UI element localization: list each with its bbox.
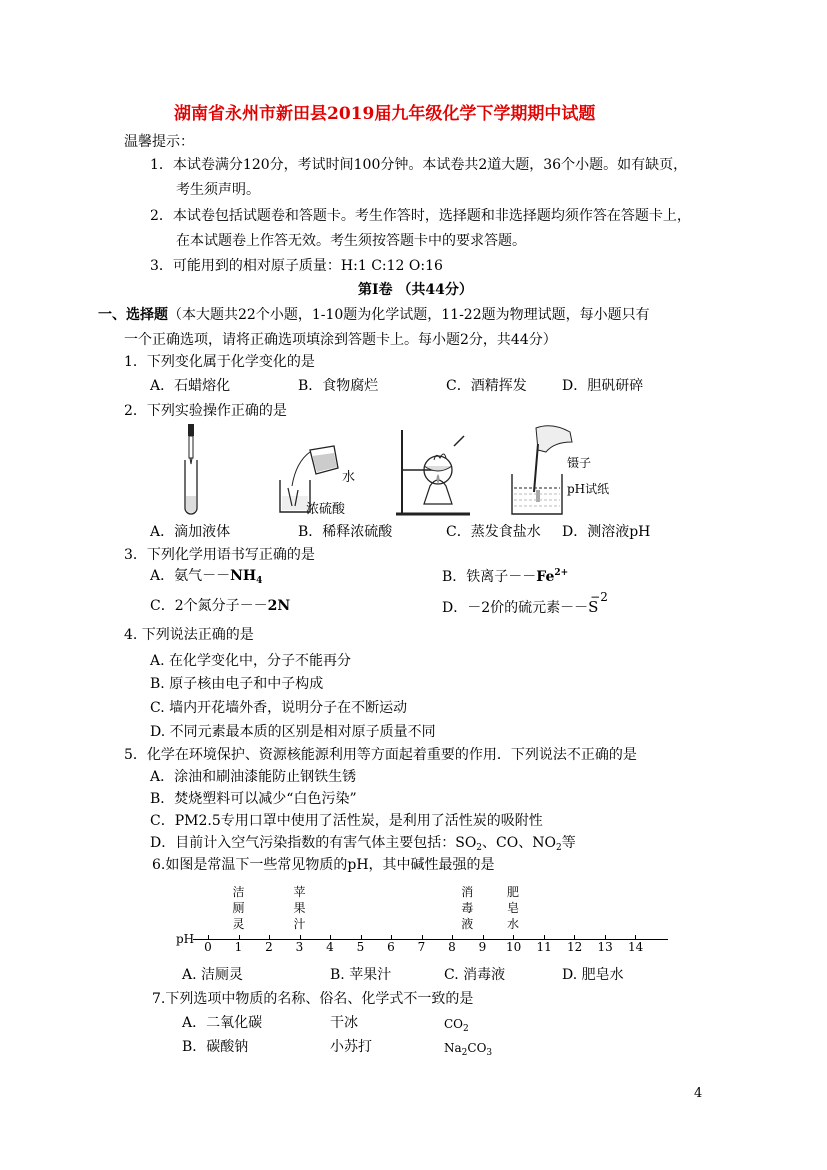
q5-option-a: A．涂油和刷油漆能防止钢铁生锈 (150, 769, 357, 785)
dropper-test-tube-figure (176, 422, 206, 518)
ph-tick-label: 8 (448, 940, 456, 954)
q3-option-b: B．铁离子$--Fe^{2+}$ (442, 568, 569, 585)
ph-marker-char: 灵 (232, 917, 245, 931)
q5-option-c: C．PM2.5专用口罩中使用了活性炭，是利用了活性炭的吸附性 (150, 813, 543, 829)
ph-tick-mark (269, 935, 270, 939)
q3-option-a: A．氨气$--NH_4$ (150, 568, 263, 586)
q6-option-b: B. 苹果汁 (330, 967, 392, 983)
q4-option-c: C. 墙内开花墙外香，说明分子在不断运动 (150, 700, 408, 716)
ph-marker (232, 884, 246, 932)
ph-marker-char: 液 (461, 917, 474, 931)
question-6-stem: 6.如图是常温下一些常见物质的pH，其中碱性最强的是 (152, 857, 495, 873)
notice-heading: 温馨提示： (124, 134, 194, 150)
q2-option-a: A．滴加液体 (150, 524, 231, 540)
section-heading: 一、选择题（本大题共22个小题，1-10题为化学试题，11-22题为物理试题，每小题只有 (98, 307, 650, 323)
ph-marker-char: 果 (293, 901, 306, 915)
ph-marker-char: 水 (506, 917, 519, 931)
ph-tick-mark (391, 935, 392, 939)
ph-tick-mark (544, 935, 545, 939)
ph-tick-mark (452, 935, 453, 939)
q1-option-d: D．胆矾研碎 (562, 378, 644, 394)
ph-tick-label: 1 (234, 940, 243, 954)
ph-marker-char: 肥 (506, 885, 519, 899)
q6-option-d: D. 肥皂水 (562, 967, 624, 983)
ph-tick-mark (300, 935, 301, 939)
water-label: 水 (342, 470, 356, 485)
q7-row-b-formula: $Na_2CO_3$ (444, 1041, 493, 1058)
q2-option-d: D．测溶液pH (562, 524, 651, 540)
notice-item-1-cont: 考生须声明。 (176, 182, 260, 198)
ph-tick-mark (330, 935, 331, 939)
q7-row-a-name: A．二氧化碳 (182, 1015, 263, 1031)
ph-tick-mark (635, 935, 636, 939)
q3-option-c: C．2个氮分子－－2N (150, 598, 291, 614)
ph-marker-char: 皂 (506, 901, 519, 915)
question-7-stem: 7.下列选项中物质的名称、俗名、化学式不一致的是 (152, 991, 474, 1007)
ph-tick-label: 2 (265, 940, 273, 954)
q6-option-c: C. 消毒液 (444, 967, 506, 983)
question-5-stem: 5．化学在环境保护、资源核能源利用等方面起着重要的作用．下列说法不正确的是 (124, 747, 637, 763)
notice-item-2: 2．本试卷包括试题卷和答题卡。考生作答时，选择题和非选择题均须作答在答题卡上， (150, 208, 691, 224)
question-1-stem: 1．下列变化属于化学变化的是 (124, 354, 315, 370)
q6-option-a: A. 洁厕灵 (182, 967, 244, 983)
q2-option-b: B．稀释浓硫酸 (298, 524, 393, 540)
ph-tick-mark (605, 935, 606, 939)
tweezers-label: 镊子 (567, 456, 592, 470)
ph-tick-label: 5 (356, 940, 365, 954)
ph-marker-char: 消 (461, 885, 474, 899)
ph-tick-label: 6 (387, 940, 395, 954)
ph-axis-line (193, 939, 668, 940)
ph-tick-mark (208, 935, 209, 939)
notice-item-3: 3．可能用到的相对原子质量：H:1 C:12 O:16 (150, 258, 443, 274)
volume-heading: 第Ⅰ卷 （共44分） (358, 282, 473, 298)
q5-option-b: B．焚烧塑料可以减少“白色污染” (150, 791, 357, 807)
q7-row-b-common: 小苏打 (330, 1039, 372, 1055)
ph-marker-char: 苹 (293, 885, 306, 899)
ph-tick-label: 12 (567, 940, 583, 954)
section-desc: 一个正确选项，请将正确选项填涂到答题卡上。每小题2分，共44分） (124, 332, 557, 348)
ph-marker-char: 汁 (293, 917, 306, 931)
question-3-stem: 3．下列化学用语书写正确的是 (124, 547, 315, 563)
q7-row-a-formula: $CO_2$ (444, 1017, 469, 1034)
ph-tick-mark (513, 935, 514, 939)
q1-option-b: B．食物腐烂 (298, 378, 379, 394)
ph-tick-label: 9 (478, 940, 487, 954)
ph-test-figure (506, 422, 578, 520)
ph-tick-label: 11 (536, 940, 552, 954)
q4-option-d: D. 不同元素最本质的区别是相对原子质量不同 (150, 724, 436, 740)
notice-item-2-cont: 在本试题卷上作答无效。考生须按答题卡中的要求答题。 (176, 233, 526, 249)
ph-marker-char: 毒 (461, 901, 474, 915)
q1-option-c: C．酒精挥发 (446, 378, 527, 394)
ph-tick-mark (483, 935, 484, 939)
ph-marker-char: 洁 (232, 885, 245, 899)
q7-row-b-name: B．碳酸钠 (182, 1039, 249, 1055)
ph-tick-mark (361, 935, 362, 939)
ph-paper-label: pH试纸 (567, 482, 610, 496)
ph-tick-label: 14 (628, 940, 644, 954)
q4-option-b: B. 原子核由电子和中子构成 (150, 676, 324, 692)
notice-item-1: 1．本试卷满分120分，考试时间100分钟。本试卷共2道大题，36个小题。如有缺页， (150, 157, 688, 173)
ph-tick-label: 7 (417, 940, 426, 954)
question-2-stem: 2．下列实验操作正确的是 (124, 403, 287, 419)
ph-tick-label: 0 (204, 940, 212, 954)
ph-tick-label: 10 (506, 940, 522, 954)
ph-marker (293, 884, 307, 932)
q7-row-a-common: 干冰 (330, 1015, 358, 1031)
ph-tick-mark (574, 935, 575, 939)
page-number: 4 (694, 1086, 703, 1101)
q4-option-a: A. 在化学变化中，分子不能再分 (150, 653, 352, 669)
evaporation-figure (396, 426, 476, 520)
ph-marker (506, 884, 520, 932)
question-4-stem: 4. 下列说法正确的是 (124, 627, 254, 643)
ph-tick-label: 4 (326, 940, 334, 954)
page-title: 湖南省永州市新田县2019届九年级化学下学期期中试题 (174, 104, 596, 124)
ph-axis-label: pH (176, 932, 195, 946)
ph-tick-label: 13 (597, 940, 613, 954)
q3-option-d: D．－2价的硫元素－－S −2 (442, 590, 608, 616)
acid-label: 浓硫酸 (306, 502, 346, 517)
ph-tick-mark (239, 935, 240, 939)
q1-option-a: A．石蜡熔化 (150, 378, 231, 394)
ph-tick-label: 3 (295, 940, 304, 954)
q2-option-c: C．蒸发食盐水 (446, 524, 541, 540)
ph-marker-char: 厕 (232, 901, 245, 915)
q5-option-d: D．目前计入空气污染指数的有害气体主要包括：$SO_2$、CO、$NO_2$等 (150, 835, 576, 853)
ph-marker (460, 884, 474, 932)
ph-tick-mark (422, 935, 423, 939)
